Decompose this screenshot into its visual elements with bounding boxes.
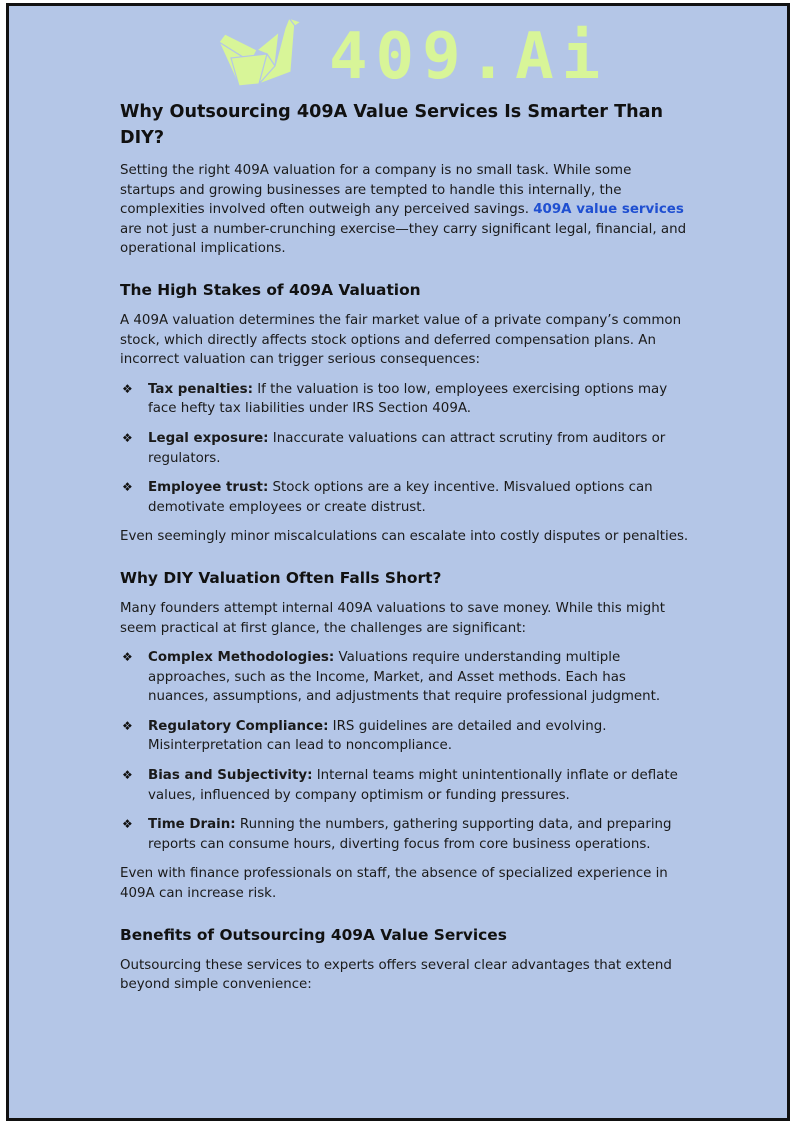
section-heading-stakes: The High Stakes of 409A Valuation: [120, 280, 421, 299]
section-heading-benefits: Benefits of Outsourcing 409A Value Services: [120, 925, 507, 944]
list-item: ❖ Tax penalties: If the valuation is too low, employees exercising options may face hefty tax liabilities under IRS Section 409A.: [122, 381, 668, 417]
stakes-list: [120, 380, 690, 518]
diy-list: [120, 648, 690, 854]
article: [120, 99, 690, 1005]
diamond-bullet-icon: ❖: [122, 768, 133, 783]
diamond-bullet-icon: ❖: [122, 718, 133, 733]
diy-paragraph: Many founders attempt internal 409A valuations to save money. While this might seem practical at first glance, the challenges are significant:: [120, 600, 665, 636]
list-item: ❖ Complex Methodologies: Valuations require understanding multiple approaches, such as the Income, Market, and Asset methods. Each has nuances, assumptions, and adjustments that require professional judgment.: [122, 650, 661, 705]
services-link[interactable]: 409A value services: [533, 202, 684, 218]
list-item: ❖ Employee trust: Stock options are a key incentive. Misvalued options can demotivate employees or create distrust.: [122, 480, 653, 515]
diy-closing: Even with finance professionals on staff, the absence of specialized experience in 409A can increase risk.: [120, 866, 668, 902]
origami-swan-icon: [219, 18, 301, 86]
list-item: ❖ Legal exposure: Inaccurate valuations can attract scrutiny from auditors or regulators.: [122, 430, 666, 466]
benefits-paragraph: Outsourcing these services to experts offers several clear advantages that extend beyond simple convenience:: [120, 957, 672, 993]
diamond-bullet-icon: ❖: [122, 480, 133, 495]
list-item: ❖ Bias and Subjectivity: Internal teams might unintentionally inflate or deflate values, influenced by company optimism or funding pressures.: [122, 768, 678, 803]
list-item: ❖ Time Drain: Running the numbers, gathering supporting data, and preparing reports can consume hours, diverting focus from core business operations.: [122, 817, 672, 852]
stakes-paragraph: A 409A valuation determines the fair market value of a private company’s common stock, which directly affects stock options and deferred compensation plans. An incorrect valuation can trigger serious consequences:: [120, 312, 682, 368]
section-heading-diy: Why DIY Valuation Often Falls Short?: [120, 568, 442, 587]
stakes-closing: Even seemingly minor miscalculations can escalate into costly disputes or penalties.: [120, 529, 689, 545]
document-page: [6, 3, 790, 1121]
diamond-bullet-icon: ❖: [122, 430, 133, 445]
intro-paragraph: Setting the right 409A valuation for a company is no small task. While some startups and growing businesses are tempted to handle this internally, the complexities involved often outweigh any perceived savings. 409A value services are not just a number-crunching exercise—they carry significant legal, financial, and operational implications.: [120, 163, 687, 257]
diamond-bullet-icon: ❖: [122, 817, 133, 832]
logo-text: 409.Ai: [329, 20, 609, 94]
diamond-bullet-icon: ❖: [122, 650, 133, 665]
list-item: ❖ Regulatory Compliance: IRS guidelines are detailed and evolving. Misinterpretation can lead to noncompliance.: [122, 718, 607, 754]
page-title: Why Outsourcing 409A Value Services Is Smarter Than DIY?: [120, 102, 663, 148]
diamond-bullet-icon: ❖: [122, 381, 133, 396]
logo: [209, 12, 609, 94]
